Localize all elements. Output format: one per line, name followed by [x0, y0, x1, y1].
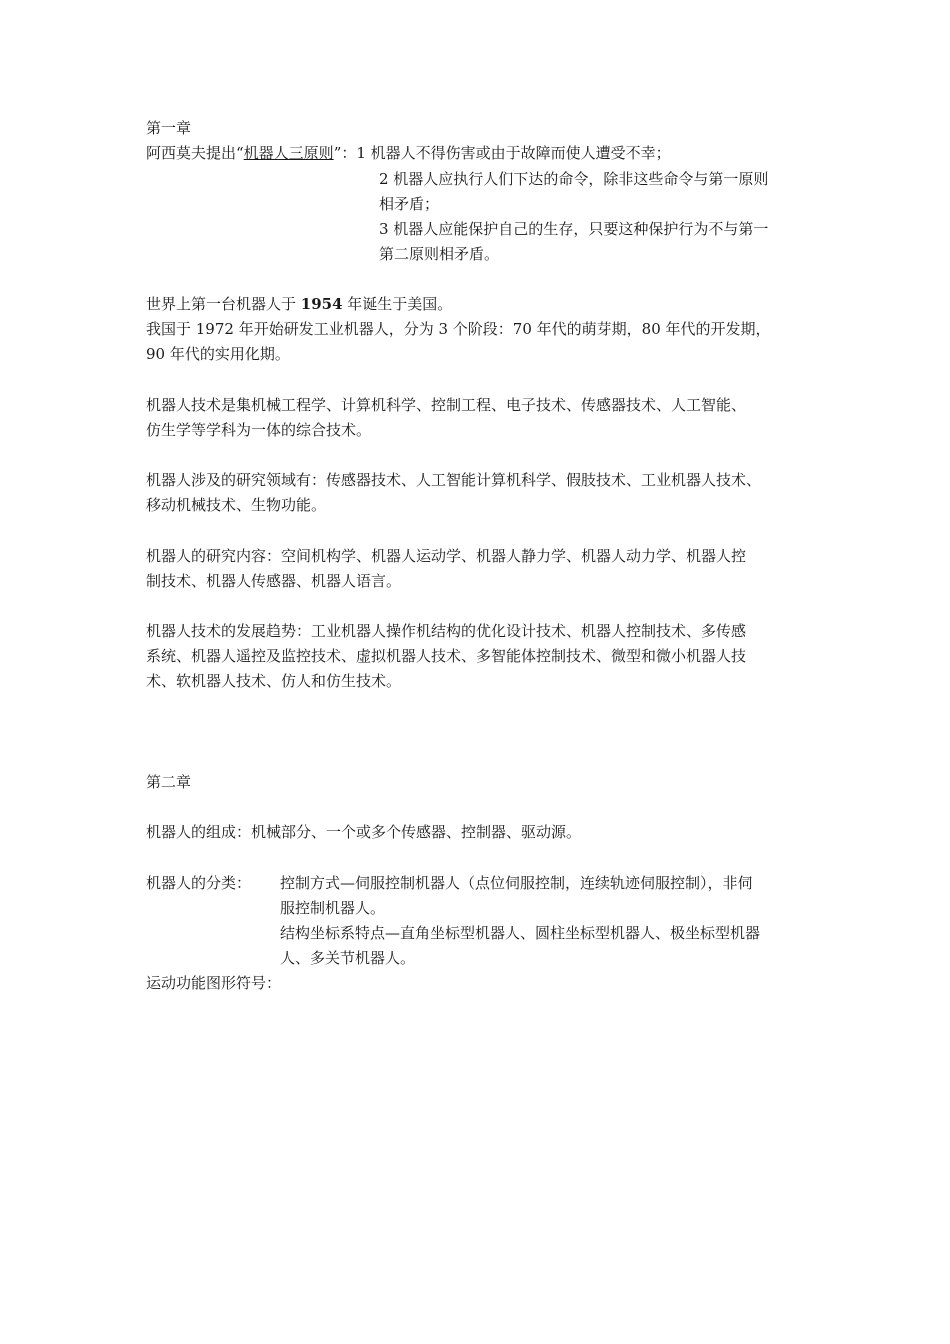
law-3-line-2: 第二原则相矛盾。: [379, 245, 500, 263]
research-fields-line-1: 机器人涉及的研究领域有：传感器技术、人工智能计算机科学、假肢技术、工业机器人技术、: [146, 471, 762, 489]
first-robot-year: 1954: [300, 295, 343, 313]
research-content-line-2: 制技术、机器人传感器、机器人语言。: [146, 572, 402, 590]
law-3-line-1: 3 机器人应能保护自己的生存，只要这种保护行为不与第一: [379, 220, 769, 238]
development-trend-line-2: 系统、机器人遥控及监控技术、虚拟机器人技术、多智能体控制技术、微型和微小机器人技: [146, 647, 747, 665]
development-trend-line-1: 机器人技术的发展趋势：工业机器人操作机结构的优化设计技术、机器人控制技术、多传感: [146, 622, 747, 640]
classification-control-line-2: 服控制机器人。: [280, 899, 386, 917]
research-content-line-1: 机器人的研究内容：空间机构学、机器人运动学、机器人静力学、机器人动力学、机器人控: [146, 547, 747, 565]
robot-composition: 机器人的组成：机械部分、一个或多个传感器、控制器、驱动源。: [146, 823, 582, 841]
classification-control-line-1: 控制方式—伺服控制机器人（点位伺服控制，连续轨迹伺服控制），非伺: [280, 874, 753, 892]
development-trend-line-3: 术、软机器人技术、仿人和仿生技术。: [146, 672, 402, 690]
classification-structure-line-2: 人、多关节机器人。: [280, 949, 416, 967]
three-laws-intro: 阿西莫夫提出“机器人三原则”：1 机器人不得伤害或由于故障而使人遭受不幸；: [146, 144, 671, 162]
motion-symbols-label: 运动功能图形符号：: [146, 974, 282, 992]
research-fields-line-2: 移动机械技术、生物功能。: [146, 496, 327, 514]
classification-label: 机器人的分类：: [146, 874, 252, 892]
chapter-1-heading: 第一章: [146, 119, 192, 137]
first-robot-paragraph: 世界上第一台机器人于 1954 年诞生于美国。: [146, 295, 453, 313]
china-history-line-1: 我国于 1972 年开始研发工业机器人，分为 3 个阶段：70 年代的萌芽期，80 年代的开发期，: [146, 320, 771, 338]
chapter-2-heading: 第二章: [146, 773, 192, 791]
robot-tech-line-1: 机器人技术是集机械工程学、计算机科学、控制工程、电子技术、传感器技术、人工智能、: [146, 396, 747, 414]
law-1: 1 机器人不得伤害或由于故障而使人遭受不幸；: [356, 144, 671, 162]
law-2-line-2: 相矛盾；: [379, 195, 440, 213]
three-laws-term: 机器人三原则: [243, 144, 334, 162]
law-2-line-1: 2 机器人应执行人们下达的命令，除非这些命令与第一原则: [379, 170, 769, 188]
classification-structure-line-1: 结构坐标系特点—直角坐标型机器人、圆柱坐标型机器人、极坐标型机器: [280, 924, 761, 942]
china-history-line-2: 90 年代的实用化期。: [146, 345, 290, 363]
robot-tech-line-2: 仿生学等学科为一体的综合技术。: [146, 421, 372, 439]
